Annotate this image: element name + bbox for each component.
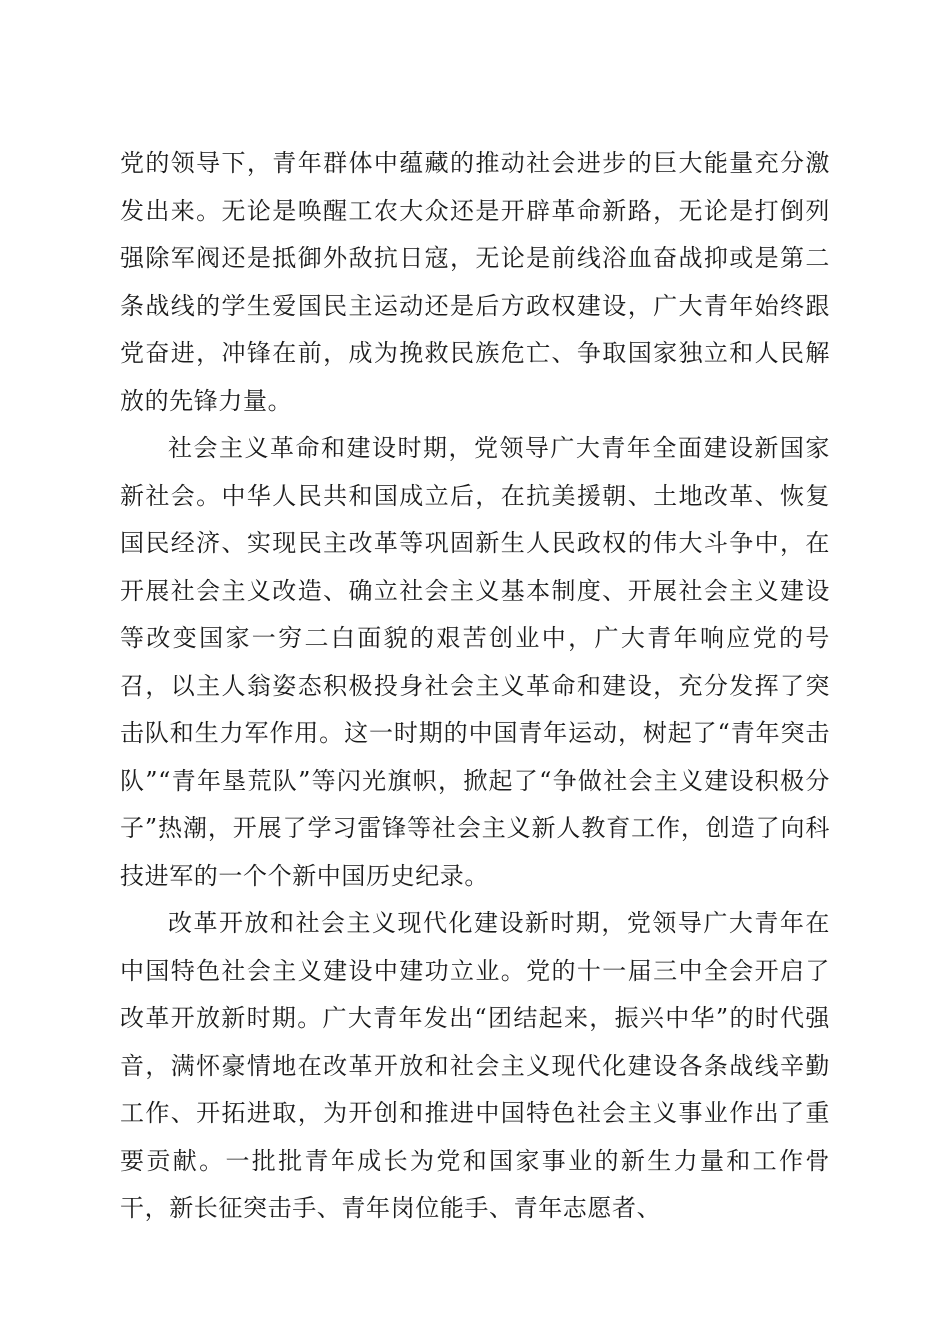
body-text <box>120 140 830 1233</box>
paragraph-reform-opening: 改革开放和社会主义现代化建设新时期，党领导广大青年在中国特色社会主义建设中建功立业。党的十一届三中全会开启了改革开放新时期。广大青年发出“团结起来，振兴中华”的时代强音，满怀豪情地在改革开放和社会主义现代化建设各条战线辛勤工作、开拓进取，为开创和推进中国特色社会主义事业作出了重要贡献。一批批青年成长为党和国家事业的新生力量和工作骨干，新长征突击手、青年岗位能手、青年志愿者、 <box>120 909 830 1222</box>
paragraph-socialist-construction: 社会主义革命和建设时期，党领导广大青年全面建设新国家新社会。中华人民共和国成立后，在抗美援朝、土地改革、恢复国民经济、实现民主改革等巩固新生人民政权的伟大斗争中，在开展社会主义改造、确立社会主义基本制度、开展社会主义建设等改变国家一穷二白面貌的艰苦创业中，广大青年响应党的号召，以主人翁姿态积极投身社会主义革命和建设，充分发挥了突击队和生力军作用。这一时期的中国青年运动，树起了“青年突击队”“青年垦荒队”等闪光旗帜，掀起了“争做社会主义建设积极分子”热潮，开展了学习雷锋等社会主义新人教育工作，创造了向科技进军的一个个新中国历史纪录。 <box>120 434 830 890</box>
paragraph-continued: 党的领导下，青年群体中蕴藏的推动社会进步的巨大能量充分激发出来。无论是唤醒工农大众还是开辟革命新路，无论是打倒列强除军阀还是抵御外敌抗日寇，无论是前线浴血奋战抑或是第二条战线的学生爱国民主运动还是后方政权建设，广大青年始终跟党奋进，冲锋在前，成为挽救民族危亡、争取国家独立和人民解放的先锋力量。 <box>120 149 830 415</box>
